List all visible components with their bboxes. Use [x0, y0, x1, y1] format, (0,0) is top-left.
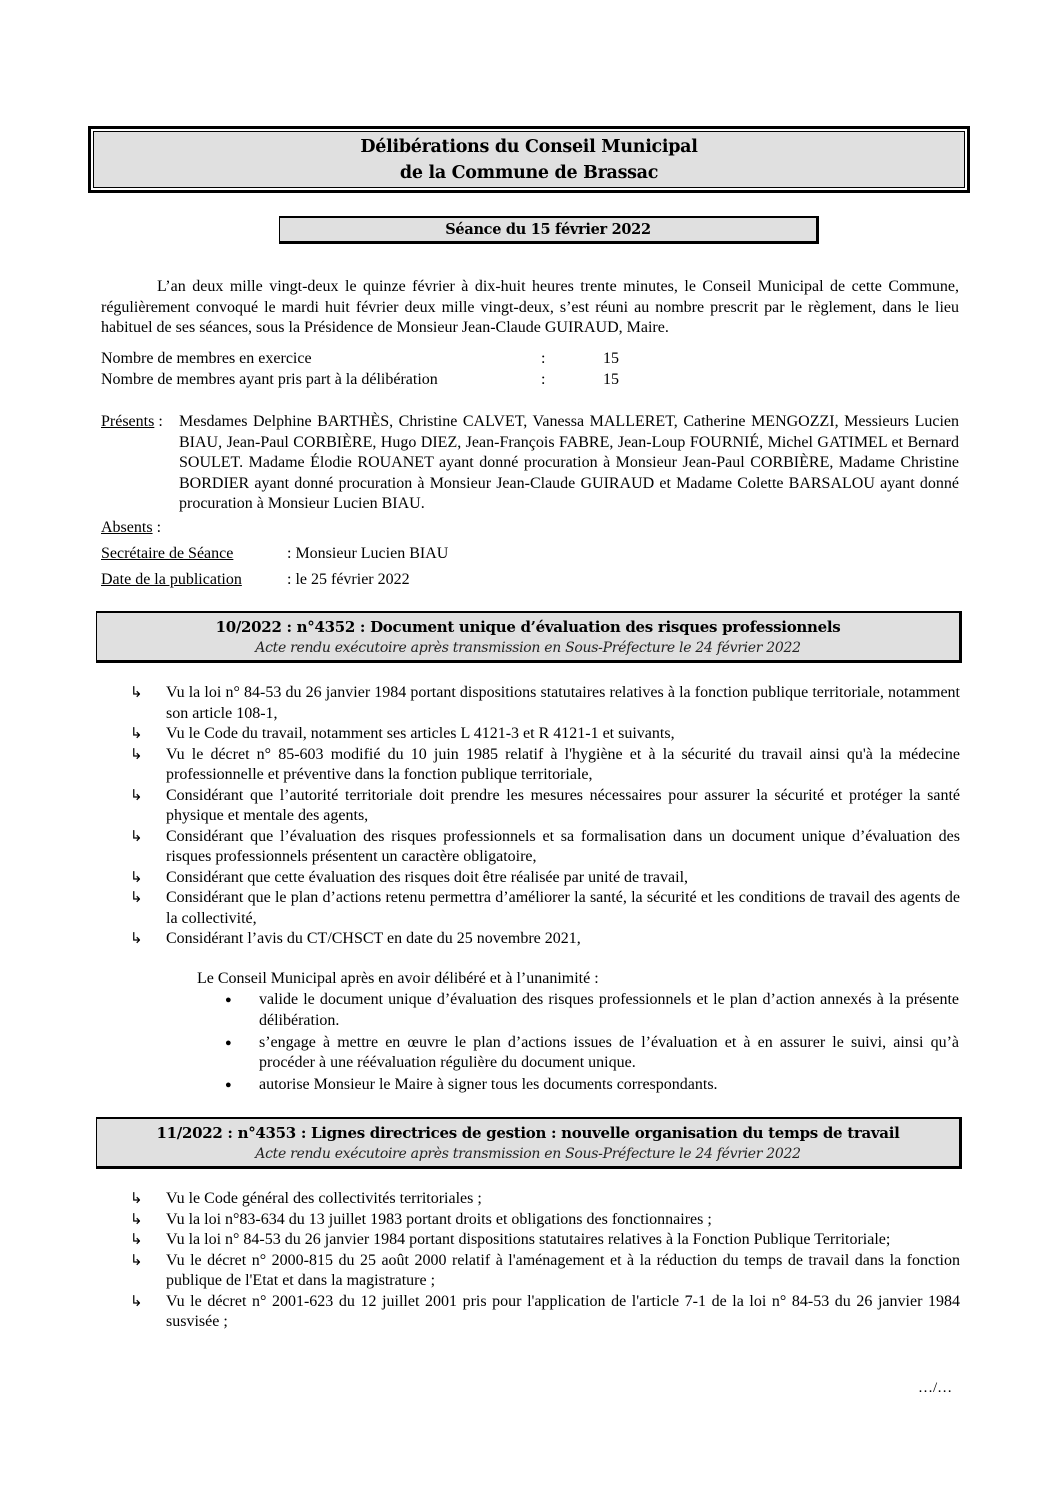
members-row: Nombre de membres en exercice : 15	[101, 350, 619, 367]
presents-label: Présents	[101, 413, 155, 430]
list-item: ↳ Considérant que l’autorité territoriale doit prendre les mesures nécessaires pour assurer la sécurité et protéger la santé physique et mentale des agents,	[130, 786, 960, 827]
list-item: ↳ Vu le décret n° 85-603 modifié du 10 juin 1985 relatif à l'hygiène et à la sécurité du travail ainsi qu'à la médecine professionnelle et préventive dans la fonction publique territoriale,	[130, 745, 960, 786]
list-item: ↳ Vu le Code général des collectivités territoriales ;	[130, 1189, 960, 1210]
deliberation-header	[96, 1117, 962, 1169]
deliberation-title: 11/2022 : n°4353 : Lignes directrices de gestion : nouvelle organisation du temps de travail	[156, 1123, 900, 1142]
absents-row: Absents :	[101, 519, 162, 536]
arrow-down-right-icon: ↳	[130, 1232, 143, 1248]
secretaire-row	[101, 544, 601, 565]
list-item: ↳ Vu la loi n° 84-53 du 26 janvier 1984 portant dispositions statutaires relatives à la fonction publique territoriale, notamment son article 108-1,	[130, 683, 960, 724]
bullet-icon: ●	[225, 1079, 232, 1091]
seance-date-box	[279, 216, 819, 244]
list-item: ↳ Vu la loi n° 84-53 du 26 janvier 1984 portant dispositions statutaires relatives à la Fonction Publique Territoriale;	[130, 1230, 960, 1251]
bullet-icon: ●	[225, 994, 232, 1006]
decisions-list	[225, 990, 959, 1097]
presents-section: Présents : Mesdames Delphine BARTHÈS, Christine CALVET, Vanessa MALLERET, Catherine MENGOZZI, Messieurs Lucien BIAU, Jean-Paul CORBIÈRE, Hugo DIEZ, Jean-François FABRE, Jean-Loup FOURNIÉ, Michel GATIMEL et Bernard SOULET. Madame Élodie ROUANET ayant donné procuration à Monsieur Jean-Paul CORBIÈRE, Madame Christine BORDIER ayant donné procuration à Monsieur Jean-Claude GUIRAUD et Madame Colette BARSALOU ayant donné procuration à Monsieur Lucien BIAU.	[101, 412, 959, 515]
arrow-down-right-icon: ↳	[130, 890, 143, 906]
list-item: ↳ Considérant que l’évaluation des risques professionnels et sa formalisation dans un document unique d’évaluation des risques professionnels présentent un caractère obligatoire,	[130, 827, 960, 868]
list-item: ↳ Considérant que cette évaluation des risques doit être réalisée par unité de travail,	[130, 868, 960, 889]
list-item: ↳ Vu la loi n°83-634 du 13 juillet 1983 portant droits et obligations des fonctionnaires ;	[130, 1210, 960, 1231]
arrow-down-right-icon: ↳	[130, 726, 143, 742]
arrow-down-right-icon: ↳	[130, 746, 143, 763]
title-line-1: Délibérations du Conseil Municipal	[360, 136, 698, 157]
arrow-down-right-icon: ↳	[130, 869, 143, 886]
deliberation-title: 10/2022 : n°4352 : Document unique d’évaluation des risques professionnels	[215, 617, 841, 636]
intro-paragraph: L’an deux mille vingt-deux le quinze février à dix-huit heures trente minutes, le Conseil Municipal de cette Commune, régulièrement convoqué le mardi huit février deux mille vingt-deux, s’est réuni au nombre prescrit par le règlement, dans le lieu habituel de ses séances, sous la Présidence de Monsieur Jean-Claude GUIRAUD, Maire.	[101, 278, 959, 336]
continuation-marker: …/…	[918, 1380, 953, 1396]
arrow-down-right-icon: ↳	[130, 1252, 143, 1269]
arrow-down-right-icon: ↳	[130, 685, 143, 701]
publication-label: Date de la publication	[101, 571, 242, 588]
secretaire-label: Secrétaire de Séance	[101, 545, 234, 562]
document-title-box	[88, 126, 970, 193]
arrow-down-right-icon: ↳	[130, 931, 143, 947]
considerants-list	[130, 1189, 960, 1333]
list-item: ↳ Considérant l’avis du CT/CHSCT en date du 25 novembre 2021,	[130, 929, 960, 950]
considerants-list	[130, 683, 960, 950]
title-line-2: de la Commune de Brassac	[399, 162, 659, 183]
arrow-down-right-icon: ↳	[130, 1293, 143, 1310]
list-item: ● s’engage à mettre en œuvre le plan d’actions issues de l’évaluation et à en assurer le suivi, ainsi qu’à procéder à une réévaluation régulière du document unique.	[225, 1033, 959, 1074]
secretaire-value: : Monsieur Lucien BIAU	[287, 545, 449, 562]
publication-value: : le 25 février 2022	[287, 571, 410, 588]
arrow-down-right-icon: ↳	[130, 828, 143, 845]
list-item: ↳ Vu le décret n° 2000-815 du 25 août 2000 relatif à l'aménagement et à la réduction du temps de travail dans la fonction publique de l'Etat et dans la magistrature ;	[130, 1251, 960, 1292]
list-item: ↳ Vu le Code du travail, notamment ses articles L 4121-3 et R 4121-1 et suivants,	[130, 724, 960, 745]
publication-row	[101, 570, 601, 591]
bullet-icon: ●	[225, 1036, 232, 1049]
arrow-down-right-icon: ↳	[130, 787, 143, 804]
presents-list: Mesdames Delphine BARTHÈS, Christine CALVET, Vanessa MALLERET, Catherine MENGOZZI, Messieurs Lucien BIAU, Jean-Paul CORBIÈRE, Hugo DIEZ, Jean-François FABRE, Jean-Loup FOURNIÉ, Michel GATIMEL et Bernard SOULET. Madame Élodie ROUANET ayant donné procuration à Monsieur Jean-Paul CORBIÈRE, Madame Christine BORDIER ayant donné procuration à Monsieur Jean-Claude GUIRAUD et Madame Colette BARSALOU ayant donné procuration à Monsieur Lucien BIAU.	[179, 413, 959, 512]
list-item: ↳ Considérant que le plan d’actions retenu permettra d’améliorer la santé, la sécurité et les conditions de travail des agents de la collectivité,	[130, 888, 960, 929]
list-item: ● valide le document unique d’évaluation des risques professionnels et le plan d’action annexés à la présente délibération.	[225, 990, 959, 1031]
decision-intro: Le Conseil Municipal après en avoir délibéré et à l’unanimité :	[197, 970, 599, 987]
arrow-down-right-icon: ↳	[130, 1211, 143, 1228]
deliberation-subtitle: Acte rendu exécutoire après transmission en Sous-Préfecture le 24 février 2022	[255, 639, 801, 656]
members-count	[101, 349, 721, 391]
deliberation-subtitle: Acte rendu exécutoire après transmission en Sous-Préfecture le 24 février 2022	[255, 1145, 801, 1162]
members-row: Nombre de membres ayant pris part à la délibération : 15	[101, 371, 619, 388]
arrow-down-right-icon: ↳	[130, 1191, 143, 1207]
list-item: ● autorise Monsieur le Maire à signer tous les documents correspondants.	[225, 1075, 959, 1096]
deliberation-header	[96, 611, 962, 663]
absents-label: Absents	[101, 519, 153, 536]
list-item: ↳ Vu le décret n° 2001-623 du 12 juillet 2001 pris pour l'application de l'article 7-1 de la loi n° 84-53 du 26 janvier 1984 susvisée ;	[130, 1292, 960, 1333]
seance-date: Séance du 15 février 2022	[445, 221, 651, 238]
